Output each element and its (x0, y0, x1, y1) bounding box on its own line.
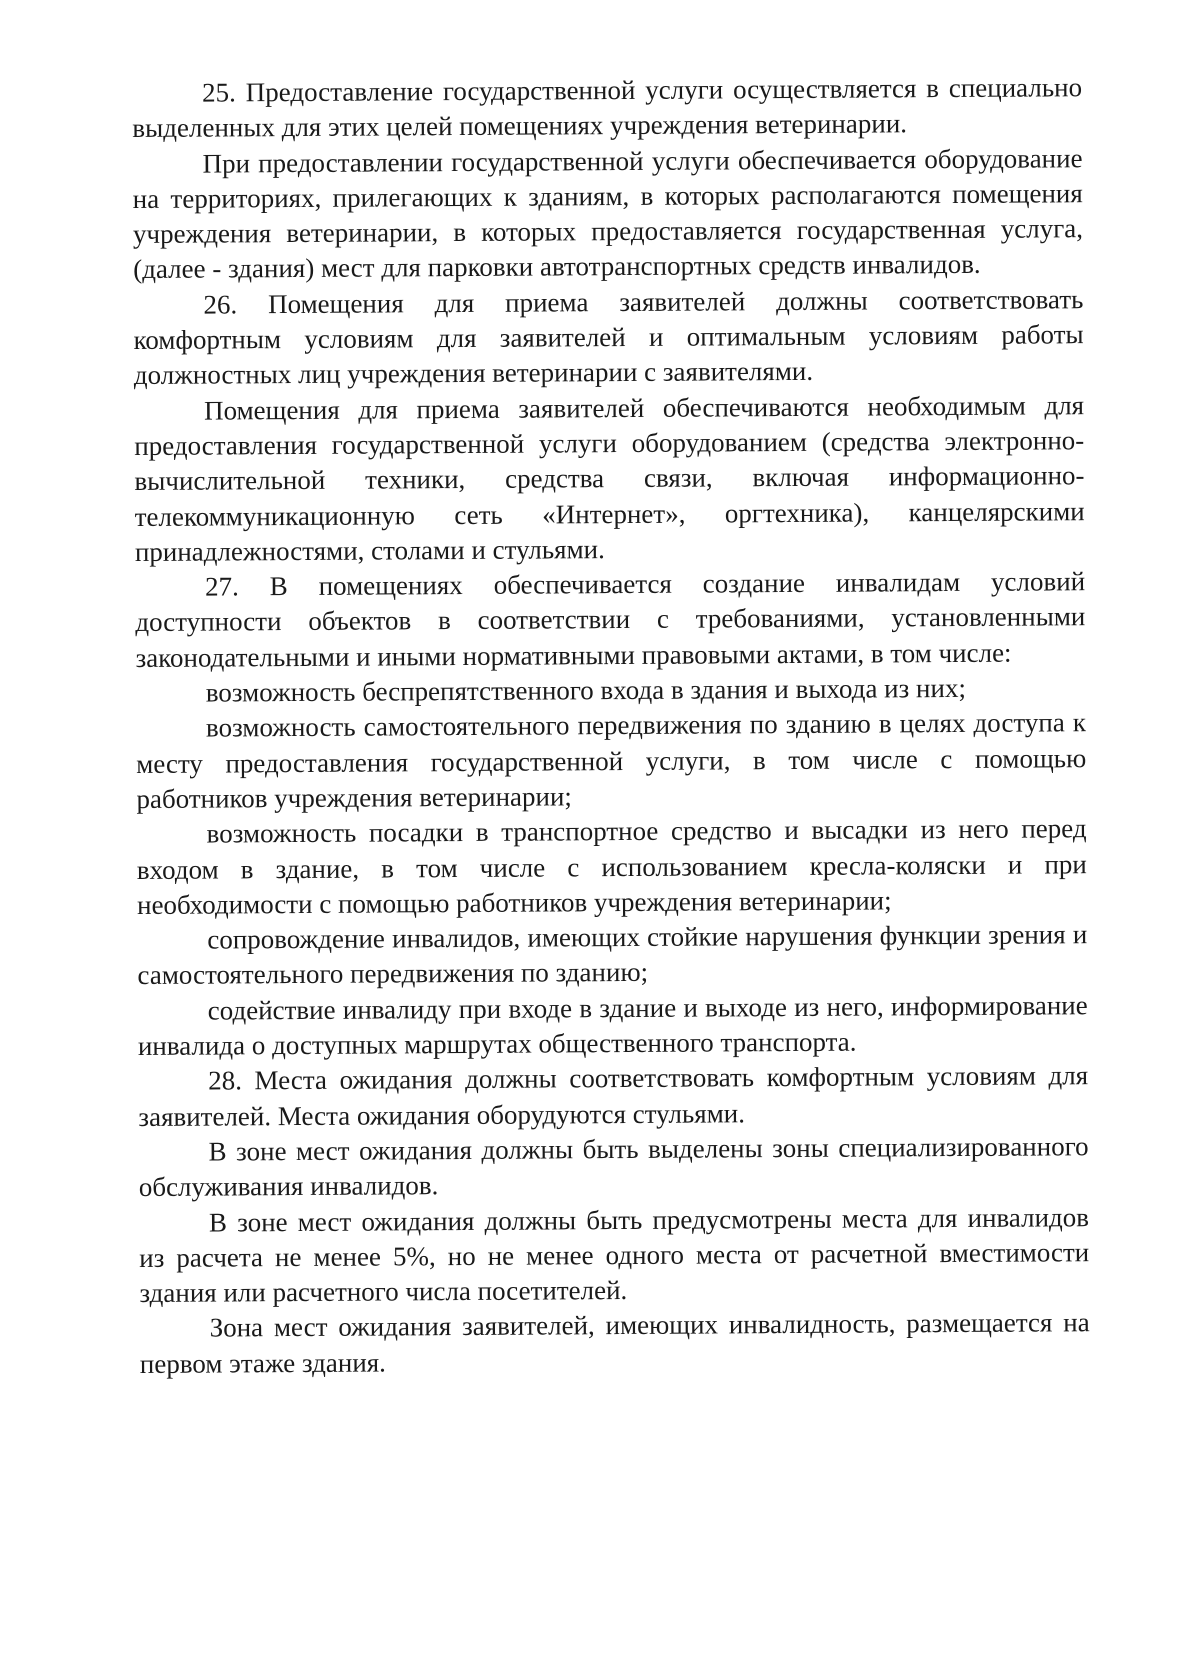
paragraph-27: 27. В помещениях обеспечивается создание инвалидам условий доступности объектов в соответствии с требованиями, установленными законодательными и иными нормативными правовыми актами, в том числе: (135, 566, 1086, 673)
paragraph-25: 25. Предоставление государственной услуги осуществляется в специально выделенных для этих целей помещениях учреждения ветеринарии. (132, 72, 1083, 144)
paragraph-27-transport: возможность посадки в транспортное средство и высадки из него перед входом в здание, в том числе с использованием кресла-коляски и при необходимости с помощью работников учреждения ветеринарии; (136, 813, 1087, 920)
paragraph-25-parking: При предоставлении государственной услуги обеспечивается оборудование на территориях, прилегающих к зданиям, в которых располагаются помещения учреждения ветеринарии, в которых предоставляется государственная услуга, (далее - здания) мест для парковки автотранспортных средств инвалидов. (132, 142, 1084, 285)
paragraph-28-floor: Зона мест ожидания заявителей, имеющих инвалидность, размещается на первом этаже здания. (139, 1307, 1090, 1379)
paragraph-28-zones: В зоне мест ожидания должны быть выделены зоны специализированного обслуживания инвалидов. (138, 1131, 1089, 1203)
paragraph-27-entry: возможность беспрепятственного входа в здания и выхода из них; (205, 672, 966, 708)
paragraph-26-equipment: Помещения для приема заявителей обеспечиваются необходимым для предоставления государственной услуги оборудованием (средства электронно-вычислительной техники, средства связи, включая информационно-телекоммуникационную сеть «Интернет», оргтехника), канцелярскими принадлежностями, столами и стульями. (134, 389, 1085, 567)
paragraph-28-seats: В зоне мест ожидания должны быть предусмотрены места для инвалидов из расчета не менее 5%, но не менее одного места от расчетной вместимости здания или расчетного числа посетителей. (139, 1201, 1090, 1309)
paragraph-27-movement: возможность самостоятельного передвижения по зданию в целях доступа к месту предоставления государственной услуги, в том числе с помощью работников учреждения ветеринарии; (136, 707, 1087, 814)
paragraph-28: 28. Места ожидания должны соответствовать комфортным условиям для заявителей. Места ожидания оборудуются стульями. (138, 1060, 1089, 1132)
paragraph-27-escort: сопровождение инвалидов, имеющих стойкие нарушения функции зрения и самостоятельного передвижения по зданию; (137, 919, 1088, 991)
document-page (132, 70, 1090, 1382)
paragraph-26: 26. Помещения для приема заявителей должны соответствовать комфортным условиям для заявителей и оптимальным условиям работы должностных лиц учреждения ветеринарии с заявителями. (133, 283, 1084, 391)
paragraph-27-assistance: содействие инвалиду при входе в здание и выходе из него, информирование инвалида о доступных маршрутах общественного транспорта. (137, 989, 1088, 1061)
